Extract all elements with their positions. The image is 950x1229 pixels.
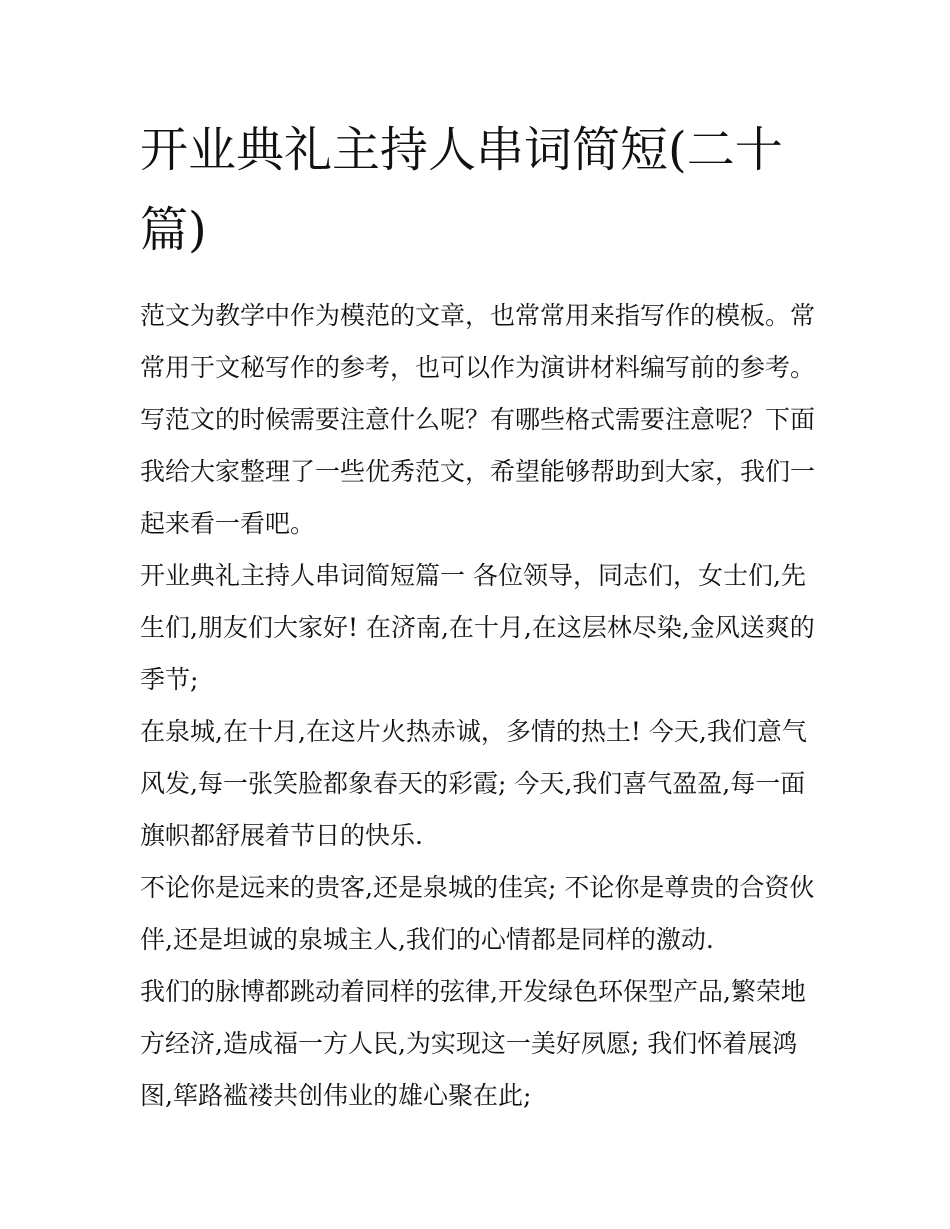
- paragraph-intro: 范文为教学中作为模范的文章，也常常用来指写作的模板。常常用于文秘写作的参考，也可以作为演讲材料编写前的参考。写范文的时候需要注意什么呢？有哪些格式需要注意呢？下面我给大家整理了一些优秀范文，希望能够帮助到大家，我们一起来看一看吧。: [140, 301, 816, 538]
- paragraph-2: 在泉城,在十月,在这片火热赤诚，多情的热土! 今天,我们意气风发,每一张笑脸都象春天的彩霞; 今天,我们喜气盈盈,每一面旗帜都舒展着节日的快乐.: [140, 717, 807, 850]
- document-body: [140, 110, 820, 1122]
- paragraph-3: 不论你是远来的贵客,还是泉城的佳宾; 不论你是尊贵的合资伙伴,还是坦诚的泉城主人,我们的心情都是同样的激动.: [140, 873, 815, 954]
- paragraph-1: 开业典礼主持人串词简短篇一 各位领导，同志们，女士们,先生们,朋友们大家好! 在济南,在十月,在这层林尽染,金风送爽的季节;: [140, 561, 815, 694]
- document-title: 开业典礼主持人串词简短(二十篇): [140, 122, 783, 258]
- paragraph-4: 我们的脉博都跳动着同样的弦律,开发绿色环保型产品,繁荣地方经济,造成福一方人民,为实现这一美好夙愿; 我们怀着展鸿图,筚路褴褛共创伟业的雄心聚在此;: [140, 977, 806, 1110]
